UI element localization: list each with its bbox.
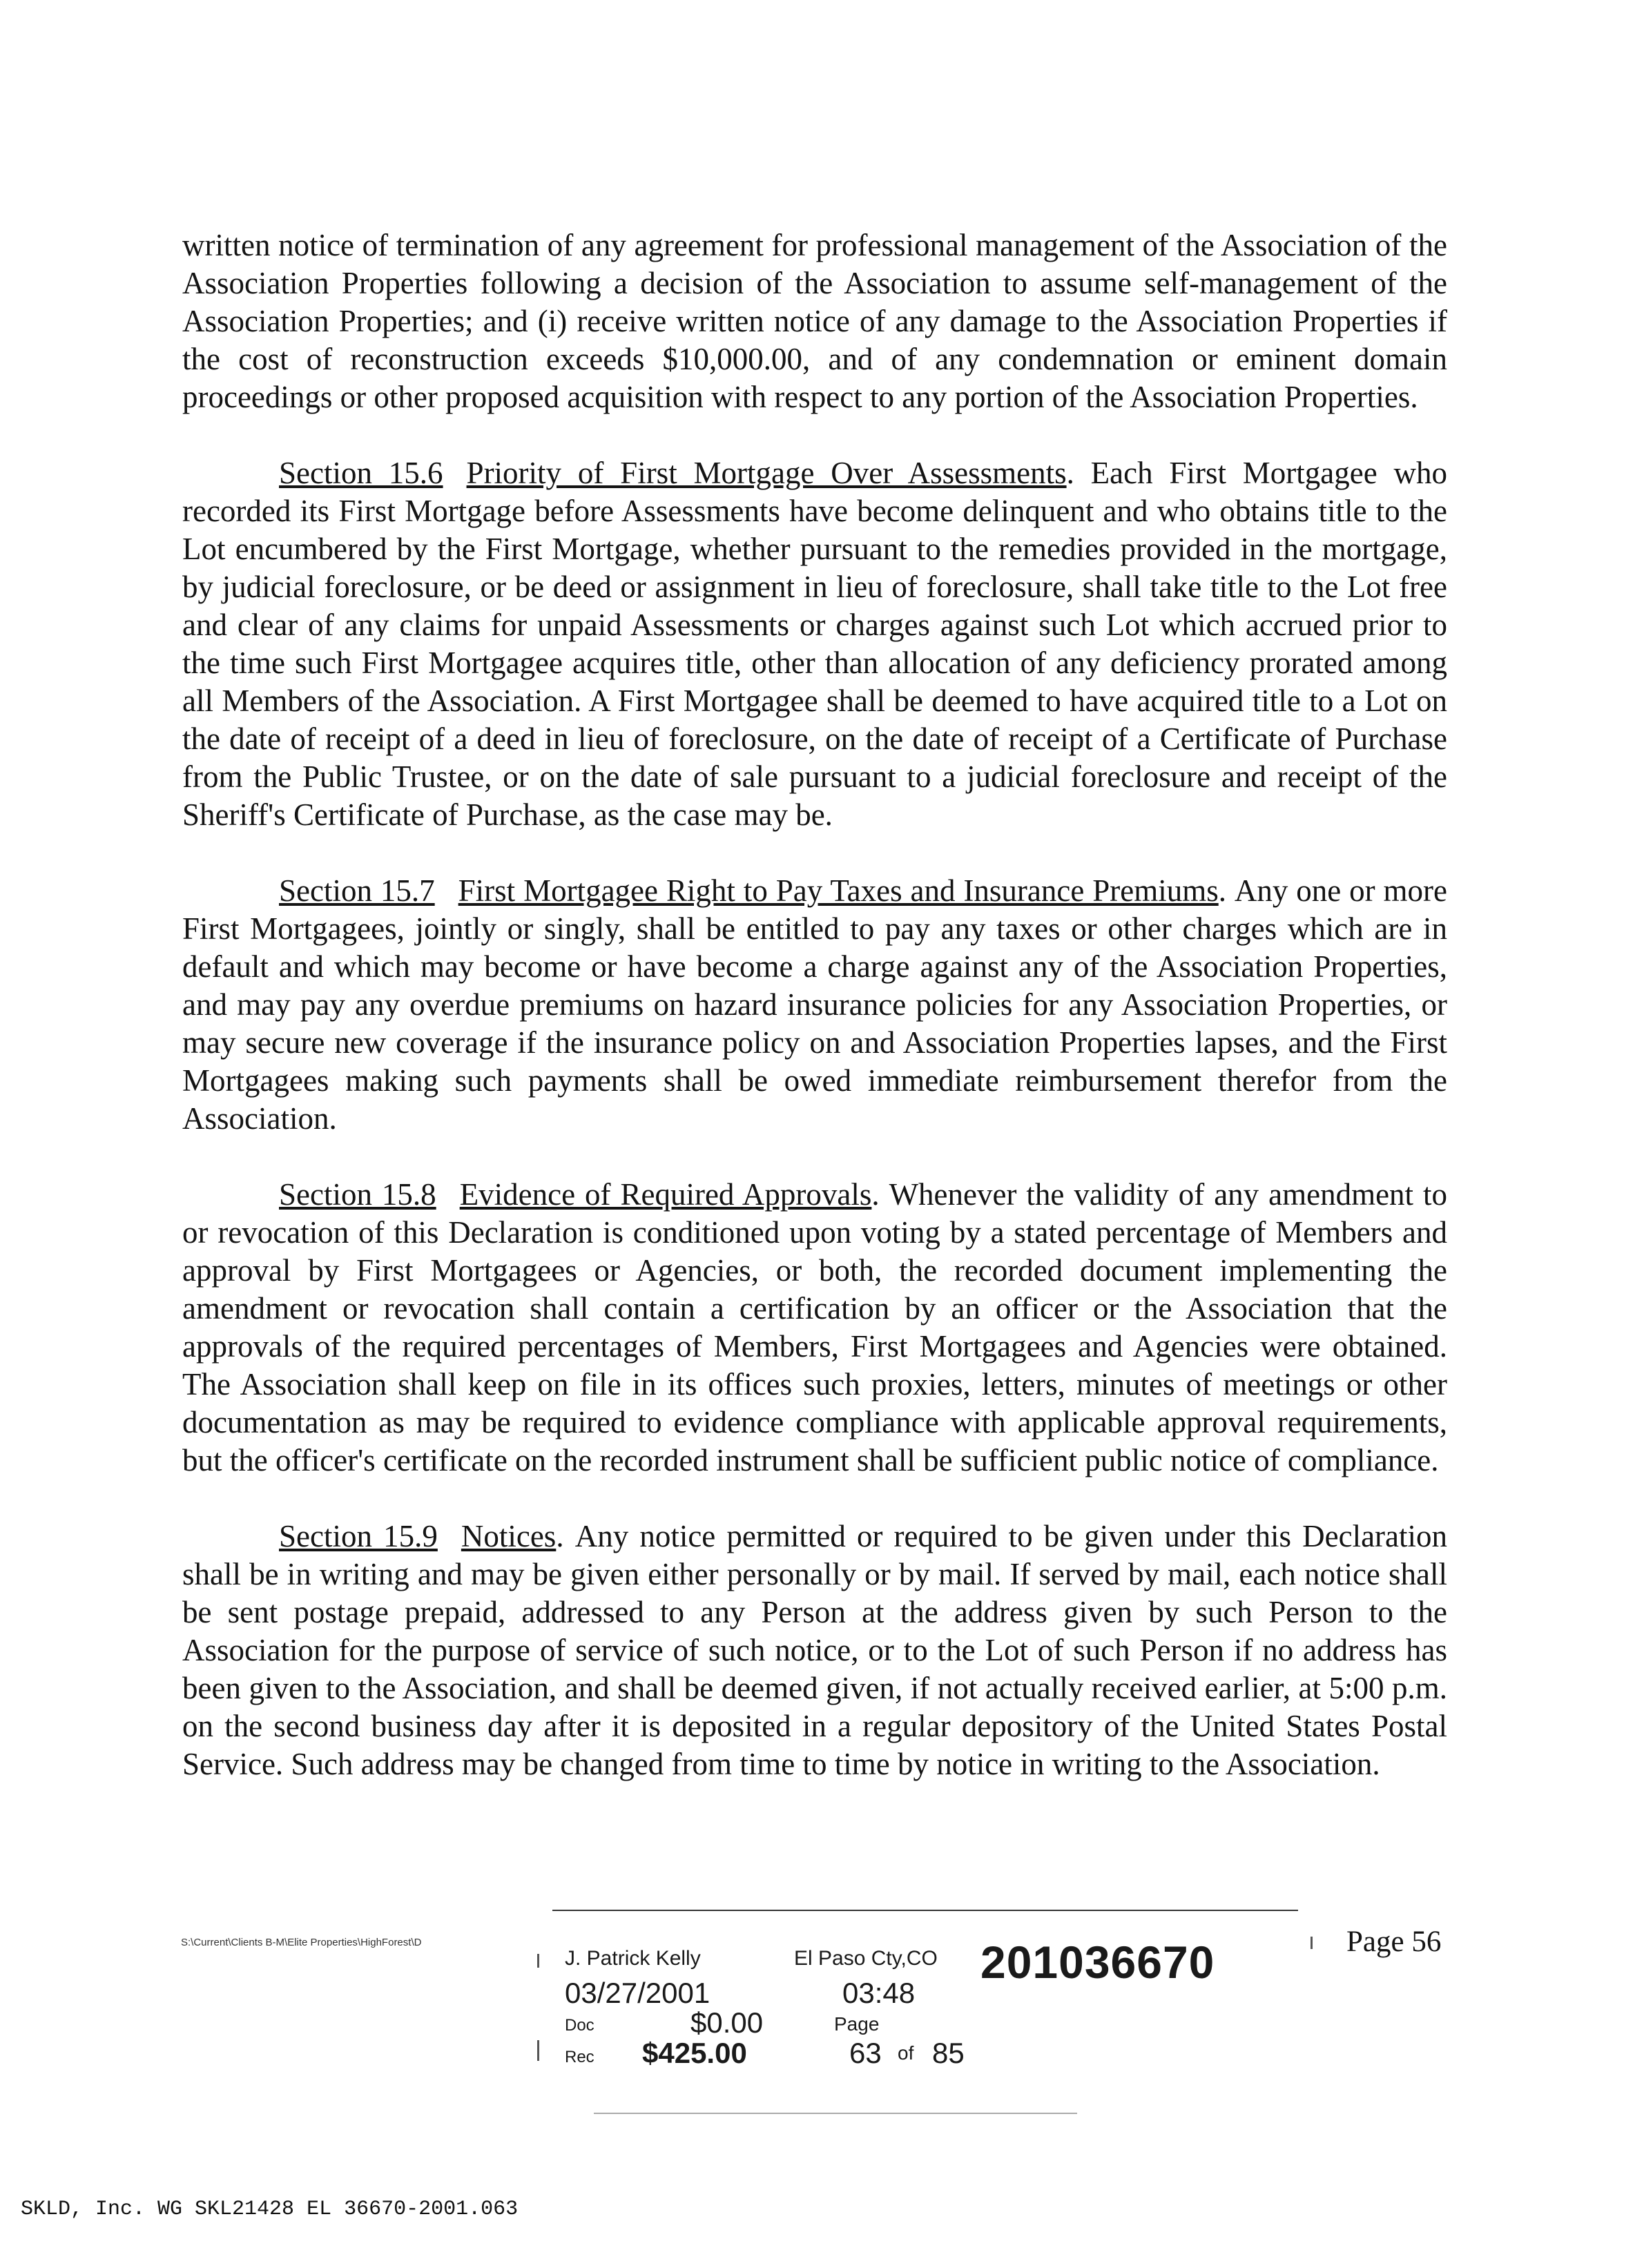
section-15-6: Section 15.6 Priority of First Mortgage Over Assessments. Each First Mortgagee who recorded its First Mortgage before Assessments have become delinquent and who obtains title to the Lot encumbered by the First Mortgage, whether pursuant to the remedies provided in the mortgage, by judicial foreclosure, or be deed or assignment in lieu of foreclosure, shall take title to the Lot free and clear of any claims for unpaid Assessments or charges against such Lot which accrued prior to the time such First Mortgagee acquires title, other than allocation of any deficiency prorated among all Members of the Association. A First Mortgagee shall be deemed to have acquired title to a Lot on the date of receipt of a deed in lieu of foreclosure, on the date of receipt of a Certificate of Purchase from the Public Trustee, or on the date of sale pursuant to a judicial foreclosure and receipt of the Sheriff's Certificate of Purchase, as the case may be. (182, 456, 1448, 832)
section-15-9: Section 15.9 Notices. Any notice permitted or required to be given under this Declaration shall be in writing and may be given either personally or by mail. If served by mail, each notice shall be sent postage prepaid, addressed to any Person at the address given by such Person to the Association for the purpose of service of such notice, or to the Lot of such Person if no address has been given to the Association, and shall be deemed given, if not actually received earlier, at 5:00 p.m. on the second business day after it is deposited in a regular depository of the United States Postal Service. Such address may be changed from time to time by notice in writing to the Association. (182, 1519, 1448, 1781)
rec-fee-value: $425.00 (642, 2037, 747, 2069)
doc-fee-label: Doc (565, 2016, 594, 2035)
scan-artifact-mark (1311, 1937, 1313, 1949)
paragraph-text: Each First Mortgagee who recorded its First Mortgage before Assessments have become delinquent and who obtains title to the Lot encumbered by the First Mortgage, whether pursuant to the remedies provided in the mortgage, by judicial foreclosure, or be deed or assignment in lieu of foreclosure, shall take title to the Lot free and clear of any claims for unpaid Assessments or charges against such Lot which accrued prior to the time such First Mortgagee acquires title, other than allocation of any deficiency prorated among all Members of the Association. A First Mortgagee shall be deemed to have acquired title to a Lot on the date of receipt of a deed in lieu of foreclosure, on the date of receipt of a Certificate of Purchase from the Public Trustee, or on the date of sale pursuant to a judicial foreclosure and receipt of the Sheriff's Certificate of Purchase, as the case may be. (182, 456, 1448, 832)
section-number: Section 15.8 (279, 1177, 436, 1212)
section-15-8: Section 15.8 Evidence of Required Approvals. Whenever the validity of any amendment to or revocation of this Declaration is conditioned upon voting by a stated percentage of Members and approval by First Mortgagees or Agencies, or both, the recorded document implementing the amendment or revocation shall contain a certification by an officer or the Association that the approvals of the required percentages of Members, First Mortgagees and Agencies were obtained. The Association shall keep on file in its offices such proxies, letters, minutes of meetings or other documentation as may be required to evidence compliance with applicable approval requirements, but the officer's certificate on the recorded instrument shall be sufficient public notice of compliance. (182, 1177, 1447, 1477)
section-15-7: Section 15.7 First Mortgagee Right to Pay Taxes and Insurance Premiums. Any one or more First Mortgagees, jointly or singly, shall be entitled to pay any taxes or other charges which are in default and which may become or have become a charge against any of the Association Properties, and may pay any overdue premiums on hazard insurance policies for any Association Properties, or may secure new coverage if the insurance policy on and Association Properties lapses, and the First Mortgagees making such payments shall be owed immediate reimbursement therefor from the Association. (182, 873, 1448, 1136)
scan-artifact-mark (537, 1954, 539, 1968)
section-heading: First Mortgagee Right to Pay Taxes and Insurance Premiums (458, 873, 1219, 908)
file-path-footer: S:\Current\Clients B-M\Elite Properties\HighForest\D (181, 1937, 422, 1948)
scan-artifact-mark (537, 2040, 539, 2061)
stamp-page-number: 63 (849, 2037, 882, 2069)
paragraph-continuation (182, 226, 1447, 416)
stamp-of-label: of (898, 2042, 914, 2064)
paragraph-text: Any one or more First Mortgagees, jointly or singly, shall be entitled to pay any taxes or other charges which are in default and which may become or have become a charge against any of the Association Properties, and may pay any overdue premiums on hazard insurance policies for any Association Properties, or may secure new coverage if the insurance policy on and Association Properties lapses, and the First Mortgagees making such payments shall be owed immediate reimbursement therefor from the Association. (182, 873, 1448, 1136)
section-heading: Evidence of Required Approvals (459, 1177, 872, 1212)
rec-fee-label: Rec (565, 2048, 594, 2066)
section-heading: Priority of First Mortgage Over Assessments (466, 456, 1067, 490)
paragraph-text: Any notice permitted or required to be given under this Declaration shall be in writing and may be given either personally or by mail. If served by mail, each notice shall be sent postage prepaid, addressed to any Person at the address given by such Person to the Association for the purpose of service of such notice, or to the Lot of such Person if no address has been given to the Association, and shall be deemed given, if not actually received earlier, at 5:00 p.m. on the second business day after it is deposited in a regular depository of the United States Postal Service. Such address may be changed from time to time by notice in writing to the Association. (182, 1519, 1448, 1781)
recorder-name: J. Patrick Kelly (565, 1947, 701, 1970)
page-number: Page 56 (1346, 1926, 1442, 1958)
scan-artifact-mark (594, 2113, 1077, 2114)
doc-fee-value: $0.00 (690, 2006, 764, 2039)
paragraph-text: written notice of termination of any agreement for professional management of the Association of the Association Properties following a decision of the Association to assume self-management of the Association Properties; and (i) receive written notice of any damage to the Association Properties if the cost of reconstruction exceeds $10,000.00, and of any condemnation or eminent domain proceedings or other proposed acquisition with respect to any portion of the Association Properties. (182, 228, 1447, 414)
stamp-page-label: Page (834, 2013, 880, 2035)
section-number: Section 15.7 (279, 873, 435, 908)
section-number: Section 15.6 (279, 456, 443, 490)
section-heading: Notices (461, 1519, 557, 1553)
stamp-total-pages: 85 (932, 2037, 965, 2069)
paragraph-text: Whenever the validity of any amendment to or revocation of this Declaration is conditioned upon voting by a stated percentage of Members and approval by First Mortgagees or Agencies, or both, the recorded document implementing the amendment or revocation shall contain a certification by an officer or the Association that the approvals of the required percentages of Members, First Mortgagees and Agencies were obtained. The Association shall keep on file in its offices such proxies, letters, minutes of meetings or other documentation as may be required to evidence compliance with applicable approval requirements, but the officer's certificate on the recorded instrument shall be sufficient public notice of compliance. (182, 1177, 1447, 1477)
section-number: Section 15.9 (279, 1519, 438, 1553)
declaration-body (182, 226, 1447, 1821)
recording-time: 03:48 (842, 1977, 916, 2009)
recorder-county: El Paso Cty,CO (794, 1947, 938, 1970)
recording-stamp (552, 1910, 1298, 2069)
scanner-footer: SKLD, Inc. WG SKL21428 EL 36670-2001.063 (21, 2198, 519, 2221)
recording-date: 03/27/2001 (565, 1977, 710, 2009)
reception-number: 201036670 (980, 1937, 1215, 1988)
